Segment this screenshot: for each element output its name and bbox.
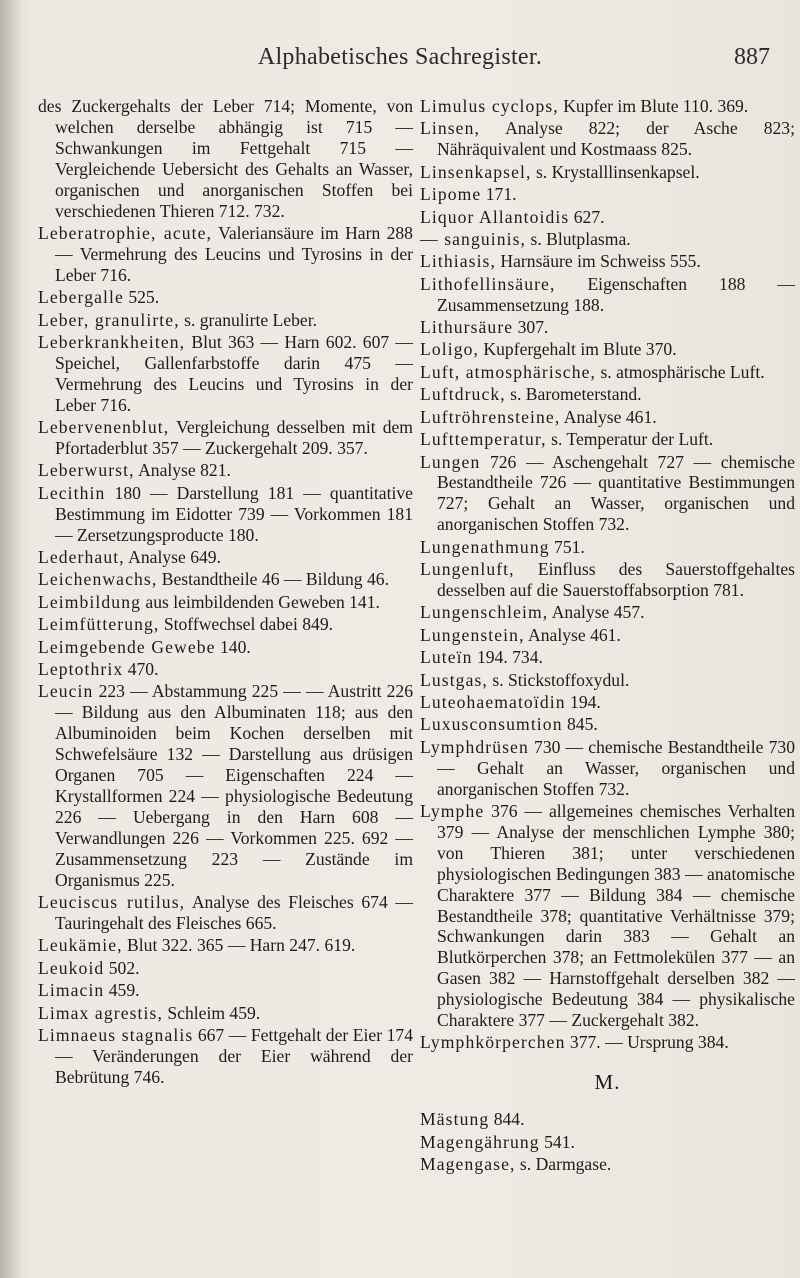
index-entry (420, 559, 795, 601)
entry-text: Analyse 649. (128, 547, 221, 568)
index-entry (420, 737, 795, 800)
running-head (0, 44, 800, 84)
entry-term: Magengase, (420, 1154, 516, 1175)
index-entry (420, 251, 795, 272)
index-entry (420, 429, 795, 450)
index-entry (420, 625, 795, 646)
entry-term: Leimbildung (38, 591, 141, 612)
entry-term: Lithiasis, (420, 251, 496, 272)
entry-text: Stoffwechsel dabei 849. (163, 614, 334, 635)
right-column (420, 96, 795, 1177)
entry-text: 307. (517, 317, 549, 338)
entry-term: Linsen, (420, 118, 480, 139)
index-entry (38, 980, 413, 1001)
entry-text: s. Stickstoffoxydul. (492, 669, 630, 690)
index-entry (420, 602, 795, 623)
index-entry (420, 647, 795, 668)
entry-term: Luftröhrensteine, (420, 406, 561, 427)
entry-text: Schleim 459. (167, 1002, 261, 1023)
entry-term: Leuciscus rutilus, (38, 892, 186, 913)
index-entry (420, 184, 795, 205)
index-entry (38, 958, 413, 979)
entry-text: 180 — Darstellung 181 — quantitative Bestimmung im Eidotter 739 — Vorkommen 181 — Zersetzungsproducte 180. (55, 482, 413, 545)
index-entry (420, 384, 795, 405)
entry-term: Liquor Allantoidis (420, 206, 570, 227)
index-entry (420, 452, 795, 536)
index-entry (420, 1154, 795, 1175)
index-entry (38, 614, 413, 635)
entry-text: Analyse 821. (138, 460, 231, 481)
index-entry (420, 118, 795, 160)
entry-term: Mästung (420, 1109, 490, 1130)
entry-term: Lungenathmung (420, 536, 550, 557)
entry-term: Lymphdrüsen (420, 736, 529, 757)
entry-text: 502. (108, 957, 140, 978)
index-entry (420, 1109, 795, 1130)
entry-term: Luft, atmosphärische, (420, 361, 597, 382)
entry-term: Leimgebende Gewebe (38, 636, 216, 657)
entry-text: 459. (108, 980, 140, 1001)
index-entry (420, 714, 795, 735)
entry-term: Luteïn (420, 647, 473, 668)
entry-text: Einfluss des Sauerstoffgehaltes desselben auf die Sauerstoffabsorption 781. (437, 559, 795, 600)
entry-term: Lecithin (38, 482, 106, 503)
entry-term: Limulus cyclops, (420, 96, 559, 116)
entry-text: 377. — Ursprung 384. (569, 1032, 729, 1053)
index-entry (38, 287, 413, 308)
entry-term: Luteohaematoïdin (420, 691, 566, 712)
index-entry (420, 274, 795, 316)
index-entry (38, 310, 413, 331)
running-title: Alphabetisches Sachregister. (257, 44, 543, 70)
entry-text: Blut 322. 365 — Harn 247. 619. (127, 935, 356, 956)
entry-term: Lebergalle (38, 287, 124, 308)
entry-text: 525. (128, 287, 160, 308)
index-entry (420, 162, 795, 183)
entry-term: Leberatrophie, acute, (38, 222, 213, 243)
entry-term: Leber, granulirte, (38, 309, 180, 330)
entry-text: 171. (485, 184, 517, 205)
entry-text: 470. (127, 659, 159, 680)
entry-text: 726 — Aschengehalt 727 — chemische Bestandtheile 726 — quantitative Bestimmungen 727; Gehalt an Wasser, organischen und anorganischen Stoffen 732. (437, 451, 795, 535)
entry-term: Lungenluft, (420, 559, 515, 580)
entry-term: Lustgas, (420, 669, 488, 690)
entry-term: Limax agrestis, (38, 1002, 163, 1023)
index-entry (38, 547, 413, 568)
index-entry (38, 223, 413, 286)
right-entries (420, 96, 795, 1053)
page-number: 887 (734, 44, 770, 70)
index-entry (420, 692, 795, 713)
entry-text: Bestandtheile 46 — Bildung 46. (161, 569, 389, 590)
index-entry (420, 362, 795, 383)
index-entry (420, 207, 795, 228)
entry-text: 667 — Fettgehalt der Eier 174 — Veränderungen der Eier während der Bebrütung 746. (55, 1024, 413, 1087)
index-entry (38, 569, 413, 590)
entry-text: 730 — chemische Bestandtheile 730 — Gehalt an Wasser, organischen und anorganischen Stoffen 732. (437, 736, 795, 799)
entry-text: Blut 363 — Harn 602. 607 — Speichel, Gallenfarbstoffe darin 475 — Vermehrung des Leucins und Tyrosins in der Leber 716. (55, 331, 413, 415)
entry-term: Limnaeus stagnalis (38, 1024, 194, 1045)
entry-text: s. Temperatur der Luft. (551, 429, 714, 450)
entry-term: Lufttemperatur, (420, 429, 547, 450)
entry-text: s. granulirte Leber. (184, 309, 317, 330)
entry-term: Linsenkapsel, (420, 161, 532, 182)
entry-term: Lipome (420, 184, 482, 205)
entry-text: 541. (544, 1131, 575, 1152)
entry-text: 223 — Abstammung 225 — — Austritt 226 — Bildung aus den Albuminaten 118; aus den Albuminoiden beim Kochen derselben mit Schwefelsäure 132 — Darstellung aus drüsigen Organen 705 — Eigenschaften 224 — Krystallformen 224 — physiologische Bedeutung 226 — Uebergang in den Harn 608 — Verwandlungen 226 — Vorkommen 225. 692 — Zusammensetzung 223 — Zustände im Organismus 225. (55, 681, 413, 890)
index-entry (420, 670, 795, 691)
index-entry (420, 339, 795, 360)
entry-text: s. Krystalllinsenkapsel. (535, 161, 700, 182)
index-entry (38, 1003, 413, 1024)
entry-text: Analyse des Fleisches 674 — Tauringehalt des Fleisches 665. (55, 892, 413, 933)
entry-text: 376 — allgemeines chemisches Verhalten 379 — Analyse der menschlichen Lymphe 380; von Thieren 381; unter verschiedenen physiologischen Bedingungen 383 — anatomische Charaktere 377 — Bildung 384 — chemische Bestandtheile 378; quantitative Verhältnisse 379; Schwankungen darin 383 — Gehalt an Blutkörperchen 378; an Fettmolekülen 377 — an Gasen 382 — Harnstoffgehalt derselben 382 — physiologische Bedeutung 384 — physikalische Charaktere 377 — Zuckergehalt 382. (437, 801, 795, 1031)
entry-term: Lungen (420, 451, 481, 472)
entry-term: Magengährung (420, 1131, 540, 1152)
entry-term: Lederhaut, (38, 547, 125, 568)
entry-term: Leptothrix (38, 659, 124, 680)
index-entry (420, 537, 795, 558)
entry-text: des Zuckergehalts der Leber 714; Momente, von welchen derselbe abhängig ist 715 — Schwankungen im Fettgehalt 715 — Vergleichende Uebersicht des Gehalts an Wasser, organischen und anorganischen Stoffen bei verschiedenen Thieren 712. 732. (38, 96, 413, 221)
entry-text: Kupfergehalt im Blute 370. (483, 339, 677, 360)
entry-term: — sanguinis, (420, 228, 527, 249)
index-entry (38, 460, 413, 481)
index-entry (420, 1132, 795, 1153)
index-entry (38, 659, 413, 680)
entry-text: Analyse 822; der Asche 823; Nähräquivalent und Kostmaass 825. (437, 118, 795, 160)
entry-term: Leberkrankheiten, (38, 331, 186, 352)
entry-text: 844. (493, 1109, 525, 1130)
entry-text: aus leimbildenden Geweben 141. (145, 591, 380, 612)
entry-text: s. Blutplasma. (530, 228, 631, 249)
entry-term: Loligo, (420, 339, 480, 360)
entry-text: s. atmosphärische Luft. (600, 361, 765, 382)
entry-text: Analyse 457. (551, 602, 645, 623)
entry-term: Limacin (38, 980, 105, 1001)
index-entry (420, 229, 795, 250)
binding-shadow (0, 0, 22, 1278)
entry-text: 627. (573, 206, 605, 227)
entry-text: Eigenschaften 188 — Zusammensetzung 188. (437, 273, 795, 315)
index-entry (38, 592, 413, 613)
entry-term: Luftdruck, (420, 384, 506, 405)
left-column (38, 96, 413, 1089)
entry-term: Lymphe (420, 801, 485, 821)
index-entry (38, 417, 413, 459)
index-entry (420, 407, 795, 428)
entry-text: s. Barometerstand. (510, 384, 642, 405)
index-entry (38, 332, 413, 416)
entry-term: Leichenwachs, (38, 569, 158, 590)
index-entry (38, 892, 413, 934)
entry-text: 845. (567, 714, 598, 735)
section-letter: M. (594, 1070, 621, 1095)
entry-text: Valeriansäure im Harn 288 — Vermehrung des Leucins und Tyrosins in der Leber 716. (55, 222, 413, 285)
entry-text: 751. (554, 536, 585, 557)
index-entry (420, 96, 795, 117)
entry-term: Lymphkörperchen (420, 1032, 566, 1053)
entry-text: s. Darmgase. (519, 1154, 612, 1175)
index-entry (38, 637, 413, 658)
entry-term: Lebervenenblut, (38, 417, 170, 438)
entry-text: Harnsäure im Schweiss 555. (500, 251, 701, 272)
entry-term: Leukoid (38, 957, 105, 978)
index-entry (38, 1025, 413, 1088)
index-entry (420, 1032, 795, 1053)
index-entry (420, 317, 795, 338)
index-entry (38, 681, 413, 890)
entry-term: Lungenstein, (420, 624, 525, 645)
entry-text: Vergleichung desselben mit dem Pfortaderblut 357 — Zuckergehalt 209. 357. (55, 417, 413, 458)
entry-term: Leimfütterung, (38, 614, 160, 635)
entry-term: Lithofellinsäure, (420, 273, 556, 294)
m-entries (420, 1109, 795, 1175)
entry-term: Leberwurst, (38, 460, 135, 481)
entry-text: Analyse 461. (528, 624, 621, 645)
entry-term: Leucin (38, 681, 94, 702)
entry-term: Lithursäure (420, 317, 514, 338)
index-entry (38, 483, 413, 546)
index-entry (38, 935, 413, 956)
entry-text: Kupfer im Blute 110. 369. (563, 96, 749, 116)
index-entry (420, 801, 795, 1031)
entry-term: Leukämie, (38, 935, 123, 956)
entry-term: Lungenschleim, (420, 602, 549, 623)
entry-text: 140. (219, 636, 251, 657)
entry-text: Analyse 461. (563, 406, 657, 427)
index-entry (38, 96, 413, 221)
entry-text: 194. (570, 691, 601, 712)
entry-text: 194. 734. (476, 647, 543, 668)
entry-term: Luxusconsumtion (420, 714, 563, 735)
